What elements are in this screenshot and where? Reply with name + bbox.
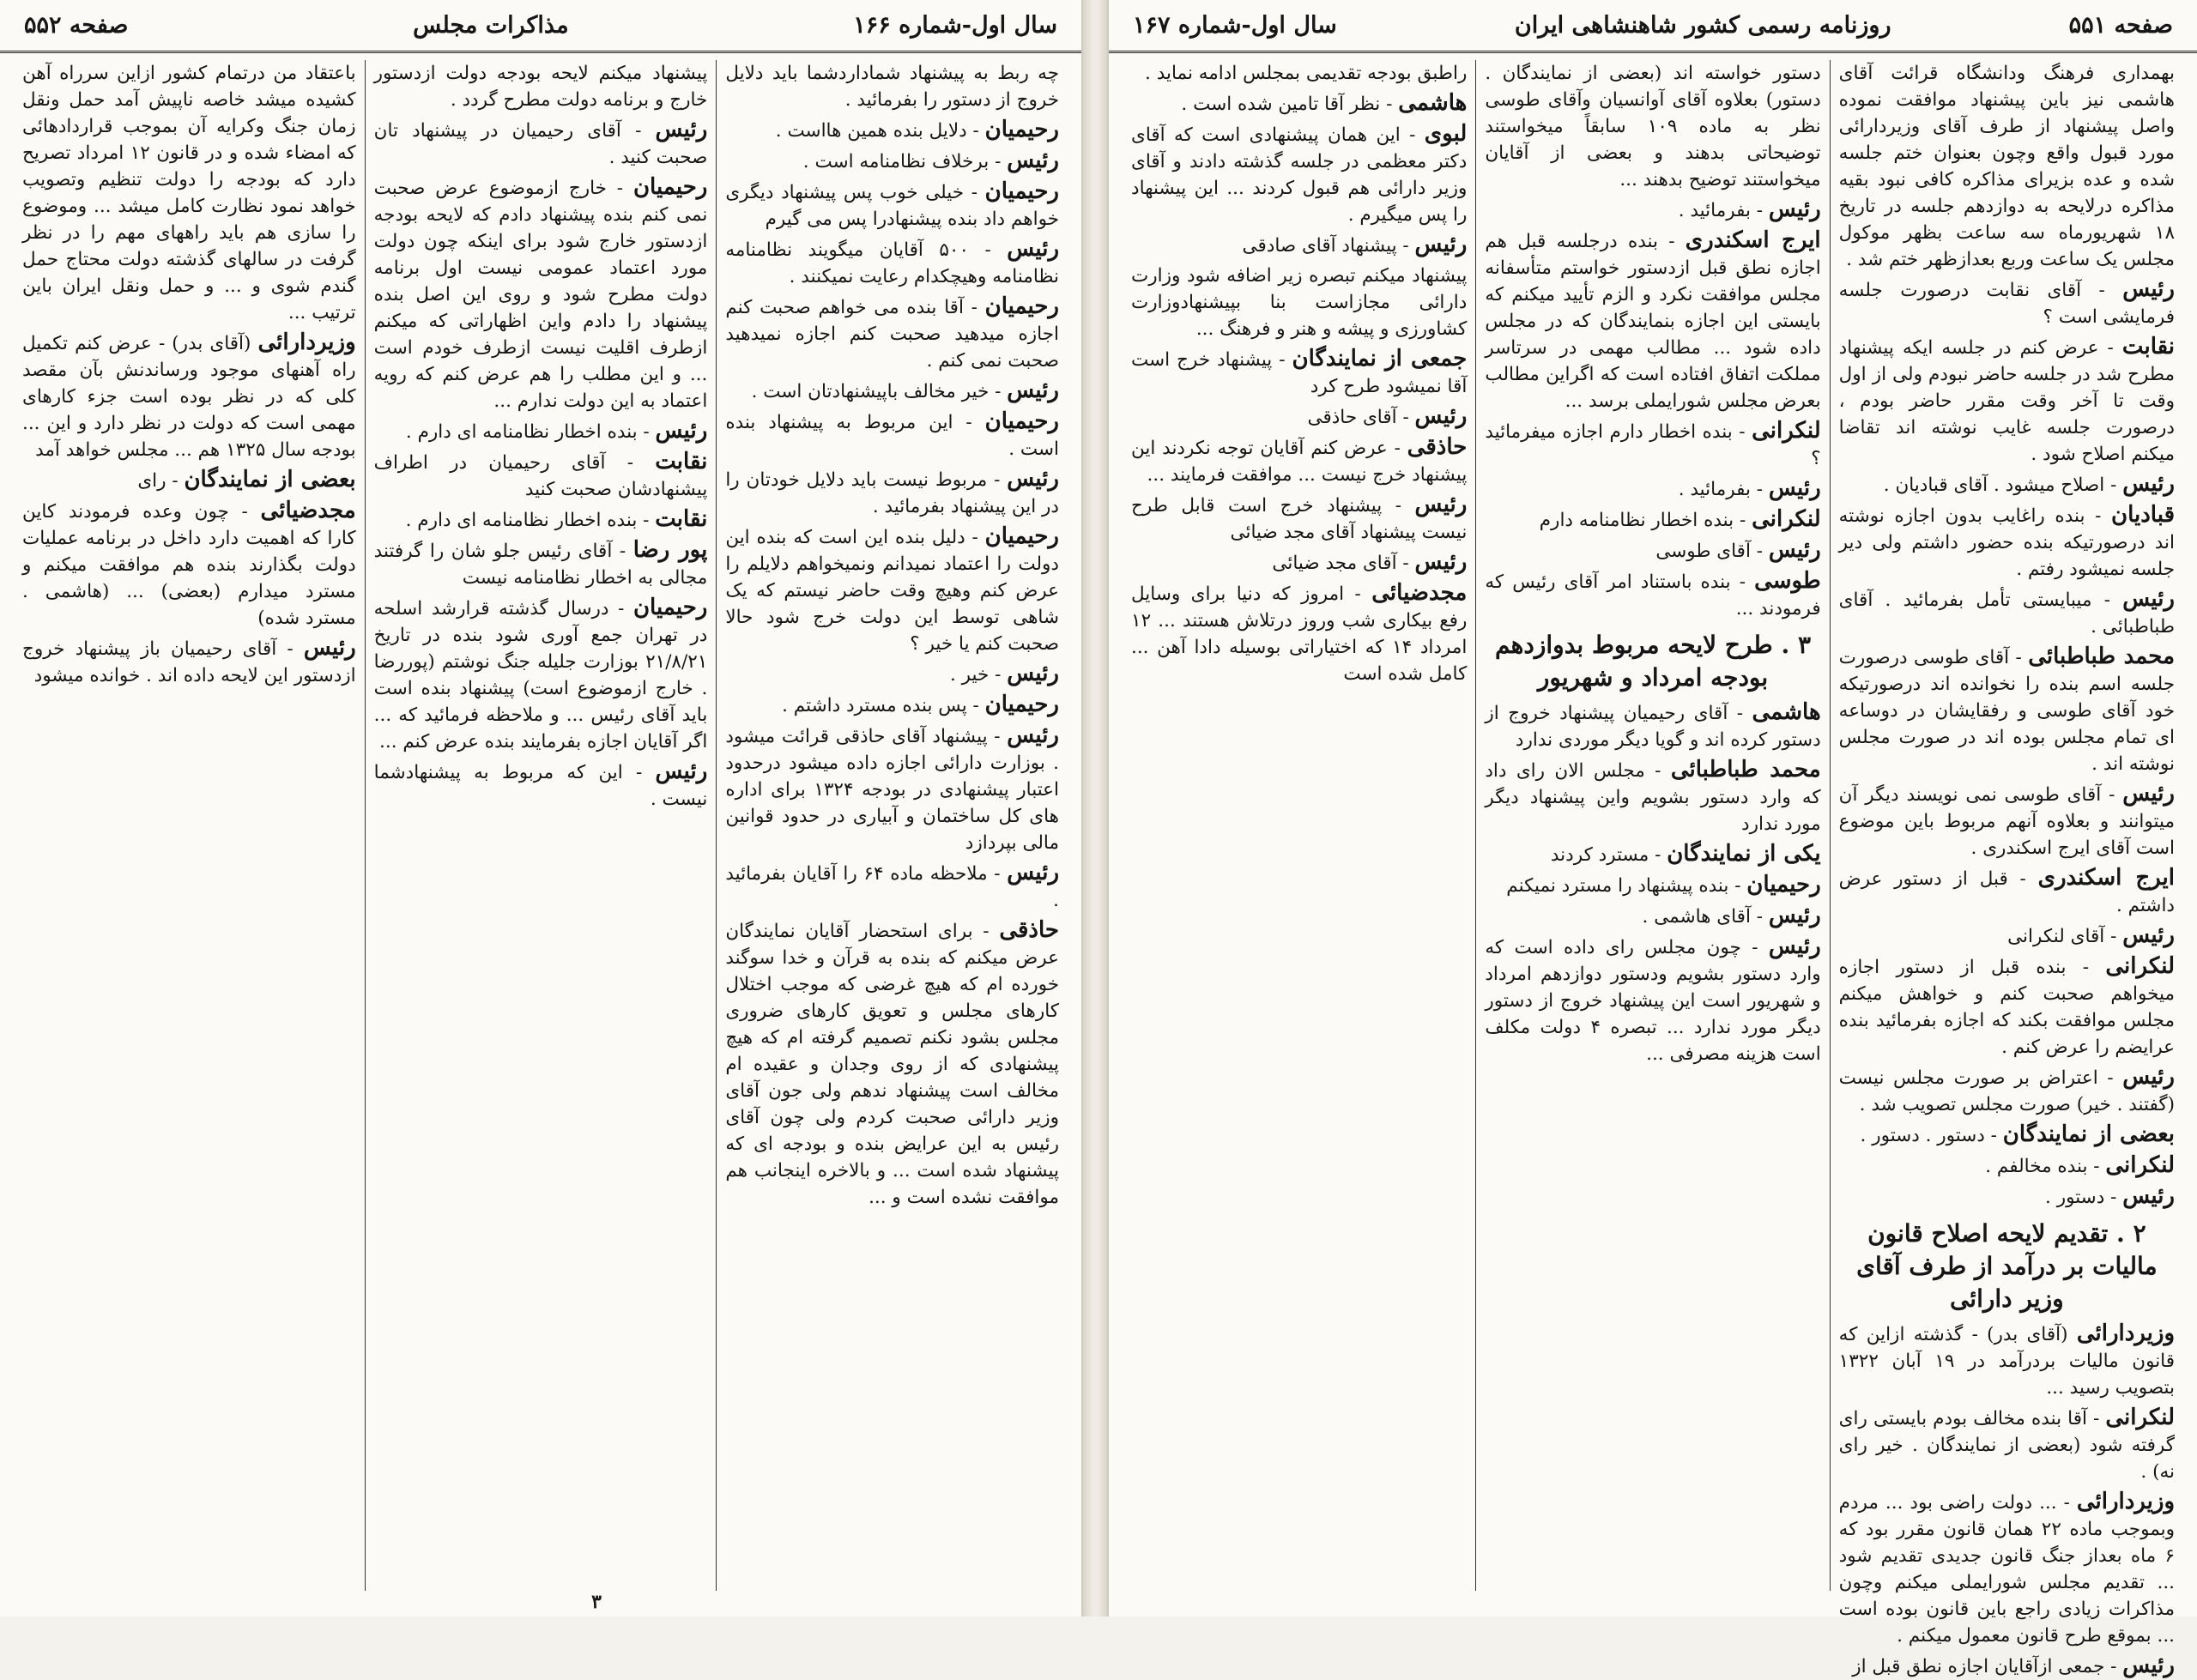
speech-text: - بنده باستناد امر آقای رئیس که فرمودند ... bbox=[1485, 571, 1821, 619]
speaker-name: رحیمیان bbox=[984, 523, 1059, 549]
speech-text: - دستور . bbox=[2045, 1187, 2123, 1208]
speaker-name: رئیس bbox=[1768, 934, 1821, 959]
speaker-name: رئیس bbox=[1414, 403, 1468, 429]
speech-text: - ... دولت راضی بود ... مردم وبموجب ماده ۲۲ همان قانون مقرر بود که ۶ ماه بعداز جنگ قانون جدیدی تقدیم شود ... تقدیم مجلس شورایملی میکنم وچون مذاکرات زیادی راجع باین قانون بوده است ... بموقع طرح قانون معمول میکنم . bbox=[1838, 1492, 2175, 1647]
speech-paragraph bbox=[1131, 492, 1467, 546]
speech-text: - درسال گذشته قرارشد اسلحه در تهران جمع آوری شود بنده در تاریخ ۲۱/۸/۲۱ بوزارت جلیله جنگ نوشتم (پوررضا . خارج ازموضوع است) پیشنهاد بنده است باید آقای رئیس ... و ملاحظه فرمائید که ... اگر آقایان اجازه بفرمایند بنده عرض کنم ... bbox=[373, 598, 708, 752]
speaker-name: رئیس bbox=[1007, 378, 1059, 403]
speech-text: - بنده پیشنهاد را مسترد نمیکنم bbox=[1506, 875, 1747, 897]
speaker-name: رحیمیان bbox=[632, 174, 708, 200]
speech-paragraph bbox=[1839, 1405, 2175, 1485]
body-paragraph: پیشنهاد میکنم تبصره زیر اضافه شود وزارت دارائی مجازاست بنا بپیشنهادوزارت کشاورزی و پیشه و هنر و فرهنگ ... bbox=[1131, 265, 1468, 340]
left-section-title: مذاکرات مجلس bbox=[413, 12, 569, 39]
speech-paragraph bbox=[1131, 346, 1467, 400]
speaker-name: رحیمیان bbox=[984, 692, 1059, 717]
speech-paragraph bbox=[22, 329, 356, 463]
speech-text: - بنده راغایب بدون اجازه نوشته اند درصورتیکه بنده حضور داشتم ولی دیر جلسه نمیشود رفتم . bbox=[1838, 505, 2175, 580]
speaker-name: بعضی از نمایندگان bbox=[2002, 1121, 2175, 1147]
text-column bbox=[365, 60, 717, 1591]
speech-text: - بنده اخطار دارم اجازه میفرمائید ؟ bbox=[1485, 421, 1821, 469]
speaker-name: محمد طباطبائی bbox=[1670, 757, 1821, 783]
speech-paragraph bbox=[1485, 903, 1820, 930]
speech-paragraph bbox=[725, 661, 1059, 688]
speech-paragraph bbox=[374, 537, 708, 591]
left-columns bbox=[14, 60, 1068, 1591]
speech-text: - ملاحظه ماده ۶۴ را آقایان بفرمائید . bbox=[725, 863, 1059, 911]
speech-paragraph bbox=[725, 523, 1059, 657]
speaker-name: وزیردارائی bbox=[2076, 1320, 2175, 1346]
speaker-name: رئیس bbox=[2122, 1064, 2175, 1090]
left-page-label: صفحه ۵۵۲ bbox=[24, 12, 129, 39]
speech-paragraph bbox=[22, 498, 356, 632]
speech-text: - امروز که دنیا برای وسایل رفع بیکاری شب وروز درتلاش هستند ... ۱۲ امرداد ۱۴ که اختیاراتی بوسیله دادا آهن ... کامل شده است bbox=[1131, 583, 1468, 685]
speech-text: - آقای رحیمیان پیشنهاد خروج از دستور کرده اند و گویا دیگر موردی ندارد bbox=[1485, 703, 1821, 751]
speaker-name: رئیس bbox=[2122, 1653, 2175, 1678]
speaker-name: رحیمیان bbox=[984, 293, 1059, 319]
text-column bbox=[1123, 60, 1475, 1591]
speech-paragraph bbox=[1485, 568, 1820, 622]
speech-text: - دلایل بنده همین هااست . bbox=[775, 120, 985, 142]
speech-text: - بفرمائید . bbox=[1678, 479, 1769, 500]
speech-text: - آقای نقابت درصورت جلسه فرمایشی است ؟ bbox=[1838, 280, 2175, 328]
speech-text: - خارج ازموضوع عرض صحبت نمی کنم بنده پیشنهاد دادم که لایحه بودجه ازدستور خارج شود برای اینکه چون دولت مورد اعتماد عمومی نیست اول برنامه دولت مطرح شود و روی این اصل بنده پیشنهاد را دادم واین اظهاراتی که میکنم ازطرف اقلیت نیست ازطرف خودم است ... و این مطلب را هم عرض کنم که رویه اعتماد به این دولت ندارم ... bbox=[373, 178, 708, 412]
speech-paragraph bbox=[1485, 227, 1820, 414]
right-issue-label: سال اول-شماره ۱۶۷ bbox=[1133, 12, 1337, 39]
agenda-heading: ۳ . طرح لایحه مربوط بدوازدهم بودجه امرداد و شهریور bbox=[1495, 631, 1811, 692]
speech-paragraph bbox=[1131, 434, 1467, 488]
speech-paragraph bbox=[1839, 644, 2175, 777]
speaker-name: لنکرانی bbox=[2105, 1405, 2175, 1430]
speech-text: - پیشنهاد آقای صادقی bbox=[1242, 235, 1415, 257]
speech-paragraph bbox=[1485, 475, 1820, 503]
right-page-header bbox=[1109, 0, 2197, 53]
speech-text: - بنده اخطار نظامنامه ای دارم . bbox=[405, 510, 656, 531]
speech-paragraph bbox=[1839, 1064, 2175, 1118]
speaker-name: وزیردارائی bbox=[257, 329, 356, 355]
speech-text: - آقای لنکرانی bbox=[2007, 926, 2123, 947]
speech-text: - بنده اخطار نظامنامه ای دارم . bbox=[405, 421, 656, 443]
speech-text: - خیلی خوب پس پیشنهاد دیگری خواهم داد بنده پیشنهادرا پس می گیرم bbox=[725, 182, 1059, 230]
speaker-name: رحیمیان bbox=[984, 178, 1059, 204]
body-paragraph: باعتقاد من درتمام کشور ازاین سرراه آهن کشیده میشد خاصه ناپیش آمد حمل ونقل زمان جنگ وکرایه آن بموجب قراردادهائی که امضاء شده و در قانون ۱۲ امرداد تصریح دارد که بودجه را دولت تنظیم وتصویب خواهد نمود نظارت کامل میشد ... وموضوع را سازی هم باید راههای مهم را در نظر گرفت در سالهای گذشته دولت محتاج حمل گندم شوی و ... و حمل ونقل ایران باین ترتیب ... bbox=[21, 63, 356, 323]
agenda-heading: ۲ . تقدیم لایحه اصلاح قانون مالیات بر درآمد از طرف آقای وزیر دارائی bbox=[1856, 1219, 2158, 1313]
speech-text: - بنده اخطار نظامنامه دارم bbox=[1539, 510, 1752, 531]
speech-paragraph bbox=[725, 148, 1059, 175]
speech-text: - بنده درجلسه قبل هم اجازه نطق قبل ازدستور خواستم متأسفانه مجلس موافقت نکرد و الزم تأیید میکنم که بایستی این اجازه بنمایندگان که در مجلس داده شود ... مطالب مهمی در سرتاسر مملکت اتفاق افتاده است که اگراین مطالب بعرض مجلس شورایملی برسد ... bbox=[1485, 231, 1821, 412]
body-paragraph: دستور خواسته اند (بعضی از نمایندگان . دستور) بعلاوه آقای آوانسیان وآقای طوسی نظر به ماده ۱۰۹ سابقاً میخواستند توضیحاتی بدهند و بعضی از آقایان میخواستند توضیح بدهند ... bbox=[1485, 63, 1821, 190]
speech-text: - اصلاح میشود . آقای قبادیان . bbox=[1883, 474, 2123, 496]
speaker-name: رحیمیان bbox=[984, 117, 1059, 142]
right-page-label: صفحه ۵۵۱ bbox=[2068, 12, 2173, 39]
speech-paragraph bbox=[1839, 865, 2175, 919]
speaker-name: مجدضیائی bbox=[1371, 580, 1468, 606]
speech-text: - آقای طوسی درصورت جلسه اسم بنده را نخوانده اند درصورتیکه خود آقای طوسی و رفقایشان در دوساعه ای تمام مجلس بوده اند در صورت مجلس نوشته اند . bbox=[1838, 647, 2175, 775]
speech-text: - این که مربوط به پیشنهادشما نیست . bbox=[373, 762, 708, 810]
speech-paragraph bbox=[725, 722, 1059, 856]
text-column bbox=[716, 60, 1068, 1591]
speech-paragraph bbox=[1485, 872, 1820, 899]
speech-text: (آقای بدر) - گذشته ازاین که قانون مالیات بردرآمد در ۱۹ آبان ۱۳۲۲ بتصویب رسید ... bbox=[1838, 1324, 2176, 1399]
speaker-name: رئیس bbox=[655, 117, 708, 142]
speaker-name: رئیس bbox=[2122, 586, 2175, 612]
text-column bbox=[14, 60, 365, 1591]
speech-text: - بنده قبل از دستور اجازه میخواهم صحبت کنم و خواهش میکنم مجلس موافقت بکند که اجازه بفرمائید بنده عرایضم را عرض کنم . bbox=[1838, 957, 2175, 1058]
speaker-name: جمعی از نمایندگان bbox=[1292, 346, 1468, 372]
speech-text: - آقای رئیس جلو شان را گرفتند مجالی به اخطار نظامنامه نیست bbox=[373, 541, 708, 589]
speech-paragraph bbox=[1839, 1121, 2175, 1149]
speech-text: - دستور . دستور . bbox=[1860, 1125, 2003, 1146]
right-section-title: روزنامه رسمی کشور شاهنشاهی ایران bbox=[1514, 12, 1891, 39]
speaker-name: رئیس bbox=[1414, 549, 1468, 575]
speech-text: - آقای هاشمی . bbox=[1642, 906, 1769, 928]
speech-paragraph bbox=[725, 178, 1059, 233]
speech-text: - خیر . bbox=[949, 664, 1008, 686]
speaker-name: رحیمیان bbox=[1746, 872, 1821, 897]
speaker-name: رئیس bbox=[1007, 722, 1059, 748]
speech-paragraph bbox=[1839, 276, 2175, 330]
speech-paragraph bbox=[1839, 1320, 2175, 1401]
speaker-name: نقابت bbox=[655, 506, 708, 532]
speech-text: - آقای طوسی نمی نویسند دیگر آن میتوانند و بعلاوه آنهم مربوط باین موضوع است آقای ایرج اسکندری . bbox=[1838, 784, 2175, 859]
speech-paragraph bbox=[1839, 1152, 2175, 1180]
speaker-name: رئیس bbox=[1768, 196, 1821, 222]
speech-text: - چون مجلس رای داده است که وارد دستور بشویم ودستور دوازدهم امرداد و شهریور است این پیشنهاد خروج از دستور دیگر مورد ندارد ... تبصره ۴ دولت مکلف است هزینه مصرفی ... bbox=[1485, 937, 1821, 1065]
speech-text: - عرض کنم آقایان توجه نکردند این پیشنهاد خرج نیست ... موافقت فرمایند ... bbox=[1131, 438, 1468, 486]
speech-paragraph bbox=[1131, 580, 1467, 687]
speech-paragraph bbox=[1485, 418, 1820, 472]
speaker-name: رحیمیان bbox=[632, 595, 708, 620]
speech-text: - آقای حاذقی bbox=[1307, 407, 1415, 428]
speaker-name: رئیس bbox=[1768, 903, 1821, 928]
right-page bbox=[1107, 0, 2197, 1678]
speech-paragraph bbox=[374, 117, 708, 171]
speaker-name: رئیس bbox=[303, 635, 356, 661]
speech-text: - خیر مخالف باپیشنهادتان است . bbox=[751, 381, 1008, 402]
speech-text: - پیشنهاد آقای حاذقی قرائت میشود . بوزارت دارائی اجازه داده میشود درحدود اعتبار پیشنهادی در بودجه ۱۳۲۴ برای اداره های کل ساختمان و آبیاری در حدود قوانین مالی بپردازد bbox=[725, 726, 1059, 854]
speaker-name: لنکرانی bbox=[1752, 506, 1821, 532]
speech-paragraph bbox=[725, 466, 1059, 520]
speaker-name: رئیس bbox=[2122, 276, 2175, 302]
speech-text: - میبایستی تأمل بفرمائید . آقای طباطبائی . bbox=[1838, 589, 2175, 638]
speech-paragraph bbox=[725, 408, 1059, 462]
speech-text: - برای استحضار آقایان نمایندگان عرض میکنم که بنده به قرآن و خدا سوگند خورده ام که هیچ غرضی که موجب اختلال کارهای مجلس و تعویق کارهای ضروری مجلس بشود نکنم تصمیم گرفته ام که هیچ پیشنهادی که از روی وجدان و عقیده ام مخالف است پیشنهاد ندهم ولی جون آقای وزیر دارائی صحبت کردم ولی چون آقای رئیس به این عرایض بنده و بودجه ای که پیشنهاد شده است ... و بالاخره اینجانب هم موافقت نشده است و ... bbox=[725, 921, 1059, 1208]
speech-text: - مربوط نیست باید دلایل خودتان را در این پیشنهاد بفرمائید . bbox=[725, 469, 1059, 517]
speech-paragraph bbox=[725, 692, 1059, 719]
speech-paragraph bbox=[725, 860, 1059, 914]
speaker-name: قبادیان bbox=[2110, 502, 2175, 528]
text-column bbox=[1830, 60, 2183, 1678]
speech-text: - مجلس الان رای داد که وارد دستور بشویم واین پیشنهاد دیگر مورد ندارد bbox=[1485, 760, 1821, 835]
speech-paragraph bbox=[1485, 699, 1820, 753]
speaker-name: هاشمی bbox=[1398, 90, 1468, 116]
speaker-name: وزیردارائی bbox=[2076, 1489, 2175, 1514]
speaker-name: رئیس bbox=[2122, 922, 2175, 948]
speech-text: - پیشنهاد خرج است آقا نمیشود طرح کرد bbox=[1131, 349, 1468, 397]
speech-paragraph bbox=[374, 758, 708, 813]
speaker-name: حاذقی bbox=[1407, 434, 1468, 460]
speaker-name: یکی از نمایندگان bbox=[1667, 841, 1821, 867]
book-gutter bbox=[1083, 0, 1107, 1617]
speech-paragraph bbox=[1839, 502, 2175, 583]
speech-paragraph bbox=[1485, 196, 1820, 224]
speech-text: - آقای رحیمیان در پیشنهاد تان صحبت کنید . bbox=[373, 120, 708, 168]
body-paragraph: چه ربط به پیشنهاد شماداردشما باید دلایل خروج از دستور را بفرمائید . bbox=[725, 63, 1059, 111]
speech-paragraph bbox=[374, 595, 708, 755]
speech-paragraph bbox=[725, 917, 1059, 1211]
speech-text: - بفرمائید . bbox=[1678, 200, 1769, 221]
speech-paragraph bbox=[725, 378, 1059, 405]
speech-text: - رای bbox=[137, 470, 185, 492]
speech-paragraph bbox=[1485, 934, 1820, 1067]
speech-paragraph bbox=[1131, 232, 1467, 259]
speech-text: - آقای رحیمیان در اطراف پیشنهادشان صحبت کنید bbox=[373, 452, 708, 500]
speaker-name: محمد طباطبائی bbox=[2028, 644, 2176, 669]
speaker-name: نقابت bbox=[2121, 334, 2175, 360]
speaker-name: رئیس bbox=[2122, 471, 2175, 497]
speech-text: - پیشنهاد خرج است قابل طرح نیست پیشنهاد آقای مجد ضیائی bbox=[1131, 495, 1468, 543]
speech-paragraph bbox=[1839, 1489, 2175, 1649]
speech-text: - آقای مجد ضیائی bbox=[1272, 553, 1415, 574]
speech-paragraph bbox=[1839, 922, 2175, 950]
speech-text: - آقای طوسی bbox=[1655, 541, 1769, 562]
speech-paragraph bbox=[1131, 549, 1467, 577]
speech-paragraph bbox=[1839, 471, 2175, 499]
speaker-name: رئیس bbox=[2122, 1183, 2175, 1209]
speaker-name: رئیس bbox=[1007, 661, 1059, 686]
body-paragraph: پیشنهاد میکنم لایحه بودجه دولت ازدستور خارج و برنامه دولت مطرح گردد . bbox=[373, 63, 708, 111]
speech-text: - اعتراض بر صورت مجلس نیست (گفتند . خیر) صورت مجلس تصویب شد . bbox=[1838, 1067, 2175, 1115]
speaker-name: رحیمیان bbox=[984, 408, 1059, 434]
speaker-name: مجدضیائی bbox=[260, 498, 356, 523]
speaker-name: لنکرانی bbox=[1752, 418, 1821, 444]
speaker-name: لنکرانی bbox=[2105, 953, 2175, 979]
speaker-name: لبوی bbox=[1424, 121, 1468, 147]
speech-paragraph bbox=[22, 635, 356, 689]
speaker-name: رئیس bbox=[655, 758, 708, 784]
speaker-name: رئیس bbox=[1768, 537, 1821, 563]
speech-text: (آقای بدر) - عرض کنم تکمیل راه آهنهای موجود ورساندنش بآن مقصد کلی که در نظر بوده است جزء کارهای مهمی است که دولت در نظر دارد و این ... بودجه سال ۱۳۲۵ هم ... مجلس خواهد آمد bbox=[21, 333, 356, 461]
speaker-name: رئیس bbox=[1007, 236, 1060, 262]
speech-text: - آقا بنده می خواهم صحبت کنم اجازه میدهید صحبت کنم اجازه نمیدهید صحبت نمی کنم . bbox=[725, 297, 1059, 372]
speaker-name: نقابت bbox=[655, 449, 708, 474]
speech-text: - مسترد کردند bbox=[1550, 844, 1667, 866]
speech-paragraph bbox=[374, 506, 708, 534]
speech-text: - آقا بنده مخالف بودم بایستی رای گرفته شود (بعضی از نمایندگان . خیر رای نه) . bbox=[1838, 1408, 2175, 1483]
left-page-header bbox=[0, 0, 1081, 53]
speaker-name: ایرج اسکندری bbox=[1685, 227, 1821, 253]
speech-text: - قبل از دستور عرض داشتم . bbox=[1838, 868, 2175, 916]
speaker-name: هاشمی bbox=[1752, 699, 1821, 725]
speech-text: - عرض کنم در جلسه ایکه پیشنهاد مطرح شد در جلسه حاضر نبودم ولی از اول وقت تا آخر وقت مقرر حاضر بودم ، درصورت جلسه غایب نوشته اند تقاضا میکنم اصلاح شود . bbox=[1838, 337, 2175, 465]
speech-text: - چون وعده فرمودند کاین کارا که اهمیت دارد داخل در برنامه عملیات دولت بگذارند بنده هم موافقت میکنم و مسترد میدارم (بعضی) ... (هاشمی . مسترد شده) bbox=[21, 501, 356, 629]
body-paragraph: بهمداری فرهنگ ودانشگاه قرائت آقای هاشمی نیز باین پیشنهاد موافقت نموده واصل پیشنهاد از طرف آقای وزیردارائی مورد قبول واقع وچون بعنوان ختم جلسه شده و عده بزیرای مذاکره کافی نبود بقیه مذاکره درلایحه به دوازدهم جلسه در تاریخ ۱۸ شهریورماه سه ساعت بظهر موکول مجلس یک ساعت وربع بعدازظهر ختم شد . bbox=[1838, 63, 2175, 270]
speech-text: - دلیل بنده این است که بنده این دولت را اعتماد نمیدانم ونمیخواهم دلایلم را عرض کنم وهیچ وقت حاضر نیستم که یک شاهی توسط این دولت خرج شود حالا صحبت کنم یا خیر ؟ bbox=[725, 527, 1059, 655]
right-columns bbox=[1123, 60, 2183, 1678]
speech-paragraph bbox=[1131, 90, 1467, 118]
speech-paragraph bbox=[1485, 841, 1820, 868]
speaker-name: لنکرانی bbox=[2105, 1152, 2175, 1178]
speaker-name: حاذقی bbox=[999, 917, 1059, 943]
speaker-name: ایرج اسکندری bbox=[2037, 865, 2175, 891]
speech-text: - ۵۰۰ آقایان میگویند نظامنامه نظامنامه وهیچکدام رعایت نمیکنند . bbox=[725, 239, 1059, 287]
speech-text: - آقای رحیمیان باز پیشنهاد خروج ازدستور این لایحه داده اند . خوانده میشود bbox=[21, 638, 356, 686]
speech-paragraph bbox=[1839, 334, 2175, 468]
speaker-name: رئیس bbox=[1007, 148, 1059, 173]
speech-text: - نظر آقا تامین شده است . bbox=[1181, 94, 1399, 115]
speaker-name: رئیس bbox=[1414, 232, 1468, 257]
speaker-name: پور رضا bbox=[632, 537, 708, 563]
speaker-name: رئیس bbox=[655, 418, 708, 444]
text-column bbox=[1475, 60, 1829, 1591]
speech-text: - این همان پیشنهادی است که آقای دکتر معظمی در جلسه گذشته دادند و آقای وزیر دارائی هم قبول کردند ... این پیشنهاد را پس میگیرم . bbox=[1131, 124, 1468, 226]
speech-paragraph bbox=[725, 236, 1059, 290]
speaker-name: رئیس bbox=[1414, 492, 1468, 517]
speech-text: - برخلاف نظامنامه است . bbox=[802, 151, 1008, 172]
speech-paragraph bbox=[374, 174, 708, 414]
speech-paragraph bbox=[1839, 781, 2175, 861]
speech-paragraph bbox=[1131, 121, 1467, 228]
speech-paragraph bbox=[1131, 403, 1467, 431]
speech-paragraph bbox=[1839, 1653, 2175, 1680]
speaker-name: طوسی bbox=[1754, 568, 1821, 594]
speech-paragraph bbox=[725, 293, 1059, 374]
speaker-name: رئیس bbox=[2122, 781, 2175, 807]
left-page-number: ۳ bbox=[591, 1591, 602, 1613]
speech-paragraph bbox=[725, 117, 1059, 144]
speech-paragraph bbox=[1485, 537, 1820, 565]
speech-paragraph bbox=[1485, 506, 1820, 534]
left-issue-label: سال اول-شماره ۱۶۶ bbox=[853, 12, 1057, 39]
speech-paragraph bbox=[1485, 757, 1820, 837]
speech-text: - بنده مخالفم . bbox=[1985, 1156, 2106, 1177]
speaker-name: رئیس bbox=[1007, 466, 1059, 492]
left-page bbox=[0, 0, 1083, 1617]
speech-paragraph bbox=[1839, 953, 2175, 1061]
speech-paragraph bbox=[1839, 1183, 2175, 1211]
speech-paragraph bbox=[374, 449, 708, 503]
speech-text: - جمعی ازآقایان اجازه نطق قبل از bbox=[1852, 1656, 2123, 1677]
body-paragraph: راطبق بودجه تقدیمی بمجلس ادامه نماید . bbox=[1145, 63, 1468, 84]
speech-paragraph bbox=[374, 418, 708, 445]
speaker-name: بعضی از نمایندگان bbox=[184, 467, 356, 493]
speaker-name: رئیس bbox=[1007, 860, 1060, 885]
speech-paragraph bbox=[22, 467, 356, 494]
speaker-name: رئیس bbox=[1768, 475, 1821, 501]
speech-text: - پس بنده مسترد داشتم . bbox=[782, 695, 985, 716]
speech-text: - این مربوط به پیشنهاد بنده است . bbox=[725, 412, 1059, 460]
speech-paragraph bbox=[1839, 586, 2175, 640]
